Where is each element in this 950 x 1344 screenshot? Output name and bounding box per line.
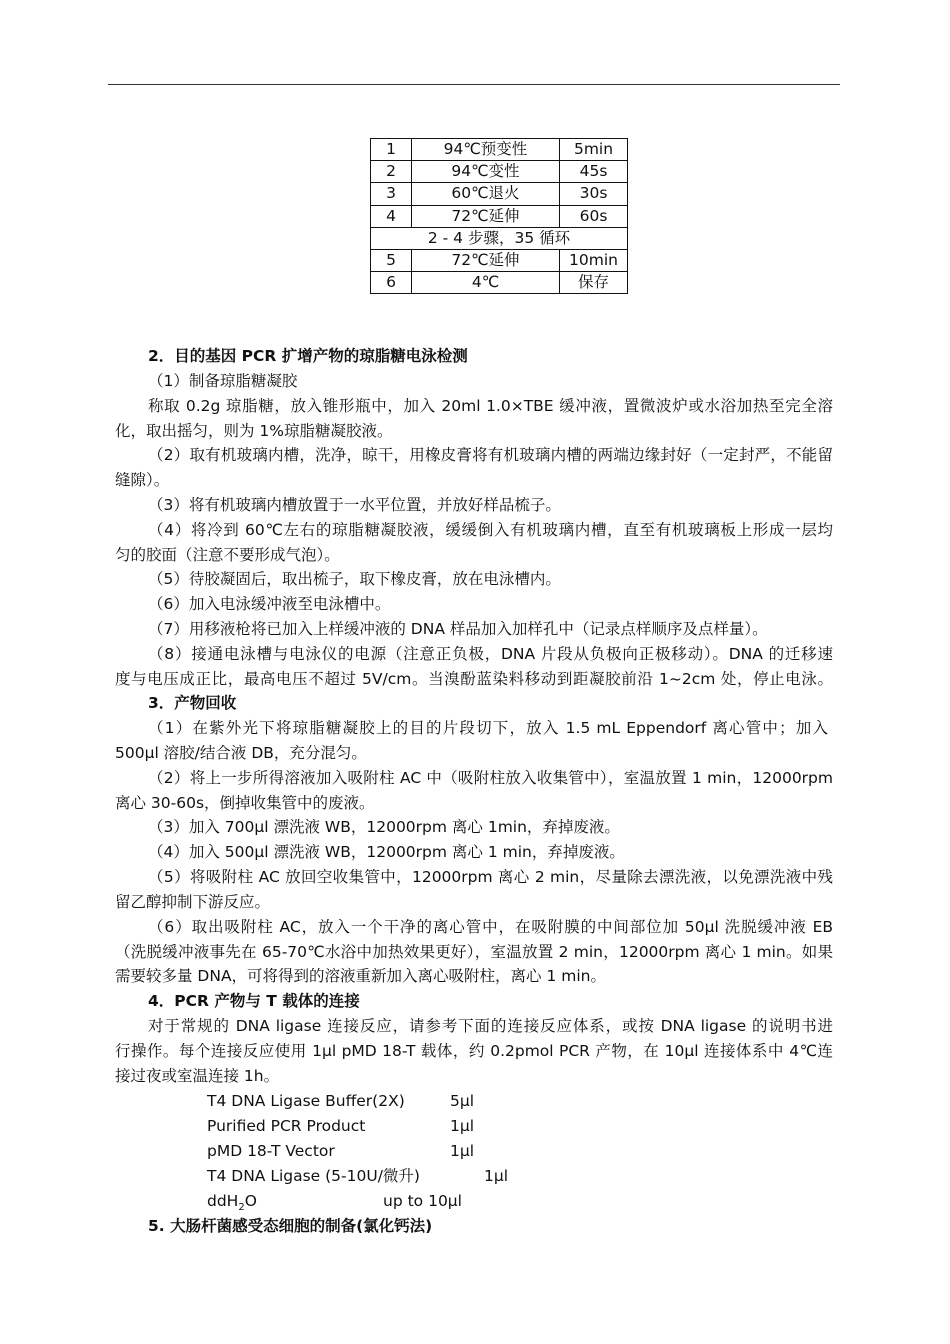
step-time: 5min <box>560 139 628 161</box>
step-number: 4 <box>371 205 412 227</box>
reagent-name: T4 DNA Ligase Buffer(2X) <box>207 1092 405 1110</box>
step-condition: 60℃退火 <box>412 183 560 205</box>
body-line: 留乙醇抑制下游反应。 <box>115 893 271 911</box>
ddh2o-suffix: O <box>244 1192 257 1210</box>
body-line: 对于常规的 DNA ligase 连接反应，请参考下面的连接反应体系，或按 DNA ligase 的说明书进 <box>148 1017 833 1035</box>
table-row <box>371 205 628 227</box>
ddh2o-subscript: 2 <box>238 1202 245 1214</box>
body-line: （3）加入 700μl 漂洗液 WB，12000rpm 离心 1min，弃掉废液。 <box>148 818 620 836</box>
body-line: （洗脱缓冲液事先在 65-70℃水浴中加热效果更好），室温放置 2 min，12000rpm 离心 1 min。如果 <box>115 943 833 961</box>
body-line: （6）加入电泳缓冲液至电泳槽中。 <box>148 595 391 613</box>
body-line: 需要较多量 DNA，可将得到的溶液重新加入离心吸附柱，离心 1 min。 <box>115 967 607 985</box>
body-line: 离心 30-60s，倒掉收集管中的废液。 <box>115 794 375 812</box>
step-time: 30s <box>560 183 628 205</box>
body-line: （6）取出吸附柱 AC，放入一个干净的离心管中，在吸附膜的中间部位加 50μl 洗脱缓冲液 EB <box>148 918 833 936</box>
table-row <box>371 161 628 183</box>
step-number: 5 <box>371 249 412 271</box>
step-condition: 94℃变性 <box>412 161 560 183</box>
body-line: （7）用移液枪将已加入上样缓冲液的 DNA 样品加入加样孔中（记录点样顺序及点样量）。 <box>148 620 768 638</box>
step-number: 3 <box>371 183 412 205</box>
body-line: 化，取出摇匀，则为 1%琼脂糖凝胶液。 <box>115 422 393 440</box>
reagent-amount: 1μl <box>450 1117 475 1135</box>
body-line: 行操作。每个连接反应使用 1μl pMD 18-T 载体，约 0.2pmol PCR 产物，在 10μl 连接体系中 4℃连 <box>115 1042 833 1060</box>
section-heading: 4．PCR 产物与 T 载体的连接 <box>148 992 360 1010</box>
step-number: 6 <box>371 272 412 294</box>
body-line: （4）将冷到 60℃左右的琼脂糖凝胶液，缓缓倒入有机玻璃内槽，直至有机玻璃板上形成一层均 <box>148 521 833 539</box>
step-condition: 4℃ <box>412 272 560 294</box>
ddh2o-name: ddH <box>207 1192 239 1210</box>
section-heading: 2．目的基因 PCR 扩增产物的琼脂糖电泳检测 <box>148 347 468 365</box>
body-line: 称取 0.2g 琼脂糖，放入锥形瓶中，加入 20ml 1.0×TBE 缓冲液，置微波炉或水浴加热至完全溶 <box>148 397 833 415</box>
reagent-amount: up to 10μl <box>383 1192 462 1210</box>
body-line: （4）加入 500μl 漂洗液 WB，12000rpm 离心 1 min，弃掉废液。 <box>148 843 625 861</box>
step-number: 1 <box>371 139 412 161</box>
header-rule <box>108 84 840 85</box>
section-heading: 3．产物回收 <box>148 694 237 712</box>
body-line: （5）待胶凝固后，取出梳子，取下橡皮膏，放在电泳槽内。 <box>148 570 561 588</box>
table-row <box>371 227 628 249</box>
step-time: 60s <box>560 205 628 227</box>
body-line: 接过夜或室温连接 1h。 <box>115 1067 280 1085</box>
table-row <box>371 249 628 271</box>
body-line: （2）取有机玻璃内槽，洗净，晾干，用橡皮膏将有机玻璃内槽的两端边缘封好（一定封严，不能留 <box>148 446 833 464</box>
reagent-name: T4 DNA Ligase (5-10U/微升) <box>207 1167 420 1185</box>
section-heading: 5. 大肠杆菌感受态细胞的制备(氯化钙法) <box>148 1217 433 1235</box>
step-heading: （1）制备琼脂糖凝胶 <box>148 372 298 390</box>
step-condition: 94℃预变性 <box>412 139 560 161</box>
body-line: （8）接通电泳槽与电泳仪的电源（注意正负极，DNA 片段从负极向正极移动）。DNA 的迁移速 <box>148 645 833 663</box>
step-time: 10min <box>560 249 628 271</box>
step-time: 保存 <box>560 272 628 294</box>
body-line: 度与电压成正比，最高电压不超过 5V/cm。当溴酚蓝染料移动到距凝胶前沿 1~2cm 处，停止电泳。 <box>115 670 833 688</box>
reagent-name: pMD 18-T Vector <box>207 1142 335 1160</box>
body-line: （5）将吸附柱 AC 放回空收集管中，12000rpm 离心 2 min，尽量除去漂洗液，以免漂洗液中残 <box>148 868 833 886</box>
step-condition: 72℃延伸 <box>412 249 560 271</box>
body-line: （2）将上一步所得溶液加入吸附柱 AC 中（吸附柱放入收集管中），室温放置 1 min，12000rpm <box>148 769 833 787</box>
body-line: （1）在紫外光下将琼脂糖凝胶上的目的片段切下，放入 1.5 mL Eppendorf 离心管中；加入 <box>148 719 828 737</box>
cycle-note: 2 - 4 步骤，35 循环 <box>371 227 628 249</box>
reagent-amount: 5μl <box>450 1092 475 1110</box>
step-time: 45s <box>560 161 628 183</box>
body-line: 匀的胶面（注意不要形成气泡）。 <box>115 546 340 564</box>
body-line: （3）将有机玻璃内槽放置于一水平位置，并放好样品梳子。 <box>148 496 561 514</box>
step-condition: 72℃延伸 <box>412 205 560 227</box>
reagent-name: Purified PCR Product <box>207 1117 366 1135</box>
step-number: 2 <box>371 161 412 183</box>
table-row <box>371 139 628 161</box>
reagent-amount: 1μl <box>484 1167 509 1185</box>
body-line: 缝隙）。 <box>115 471 170 489</box>
table-row <box>371 272 628 294</box>
body-line: 500μl 溶胶/结合液 DB，充分混匀。 <box>115 744 367 762</box>
pcr-program-table <box>370 138 628 294</box>
table-row <box>371 183 628 205</box>
reagent-amount: 1μl <box>450 1142 475 1160</box>
